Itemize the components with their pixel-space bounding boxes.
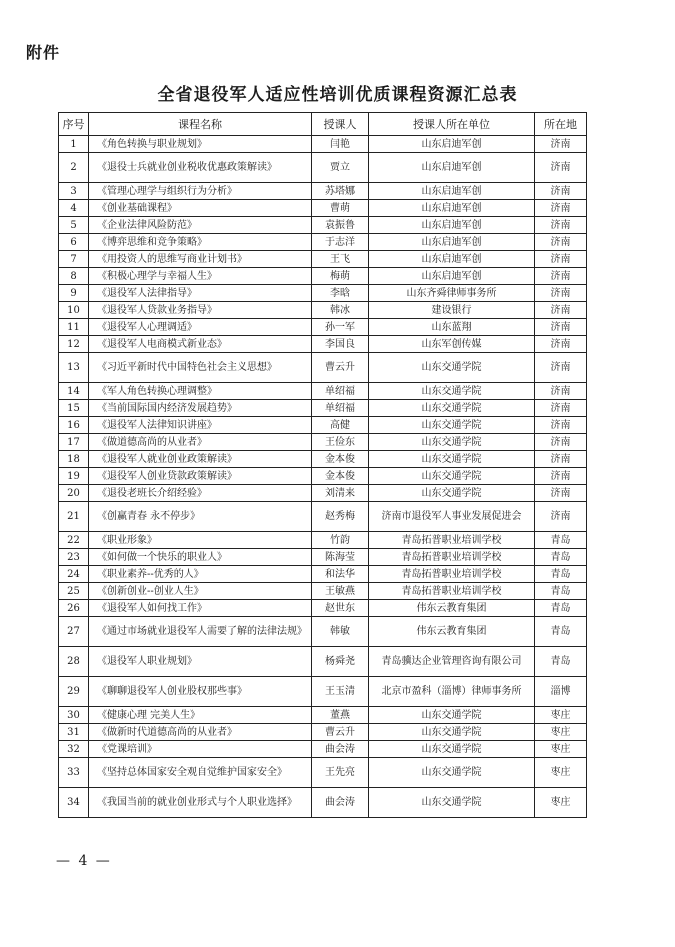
table-row xyxy=(59,617,587,647)
row-number-cell: 9 xyxy=(59,285,89,302)
course-name-cell: 《通过市场就业退役军人需要了解的法律法规》 xyxy=(89,617,312,647)
row-number-cell: 17 xyxy=(59,434,89,451)
table-row xyxy=(59,251,587,268)
teacher-cell: 高健 xyxy=(312,417,369,434)
unit-cell: 山东启迪军创 xyxy=(369,268,535,285)
unit-cell: 山东交通学院 xyxy=(369,485,535,502)
city-cell: 济南 xyxy=(535,434,587,451)
city-cell: 济南 xyxy=(535,468,587,485)
city-cell: 青岛 xyxy=(535,566,587,583)
table-row xyxy=(59,485,587,502)
row-number-cell: 34 xyxy=(59,788,89,818)
city-cell: 青岛 xyxy=(535,583,587,600)
table-row xyxy=(59,724,587,741)
teacher-cell: 王俭东 xyxy=(312,434,369,451)
row-number-cell: 20 xyxy=(59,485,89,502)
course-name-cell: 《用投资人的思维写商业计划书》 xyxy=(89,251,312,268)
course-name-cell: 《退役军人电商模式新业态》 xyxy=(89,336,312,353)
teacher-cell: 赵秀梅 xyxy=(312,502,369,532)
course-name-cell: 《军人角色转换心理调整》 xyxy=(89,383,312,400)
course-name-cell: 《职业素养--优秀的人》 xyxy=(89,566,312,583)
unit-cell: 青岛拓普职业培训学校 xyxy=(369,583,535,600)
course-name-cell: 《习近平新时代中国特色社会主义思想》 xyxy=(89,353,312,383)
table-row xyxy=(59,383,587,400)
row-number-cell: 19 xyxy=(59,468,89,485)
city-cell: 济南 xyxy=(535,400,587,417)
unit-cell: 山东交通学院 xyxy=(369,383,535,400)
row-number-cell: 6 xyxy=(59,234,89,251)
course-name-cell: 《健康心理 完美人生》 xyxy=(89,707,312,724)
unit-cell: 山东启迪军创 xyxy=(369,217,535,234)
table-row xyxy=(59,319,587,336)
row-number-cell: 32 xyxy=(59,741,89,758)
table-row xyxy=(59,200,587,217)
course-name-cell: 《创新创业--创业人生》 xyxy=(89,583,312,600)
city-cell: 济南 xyxy=(535,217,587,234)
row-number-cell: 24 xyxy=(59,566,89,583)
table-row xyxy=(59,451,587,468)
table-row xyxy=(59,532,587,549)
city-cell: 青岛 xyxy=(535,617,587,647)
table-row xyxy=(59,583,587,600)
course-name-cell: 《退役军人法律指导》 xyxy=(89,285,312,302)
unit-cell: 伟东云教育集团 xyxy=(369,600,535,617)
teacher-cell: 李国良 xyxy=(312,336,369,353)
table-row xyxy=(59,302,587,319)
table-row xyxy=(59,234,587,251)
unit-cell: 山东启迪军创 xyxy=(369,251,535,268)
city-cell: 济南 xyxy=(535,336,587,353)
city-cell: 济南 xyxy=(535,502,587,532)
course-table xyxy=(58,112,587,818)
row-number-cell: 2 xyxy=(59,153,89,183)
row-number-cell: 1 xyxy=(59,136,89,153)
unit-cell: 山东启迪军创 xyxy=(369,153,535,183)
document-title: 全省退役军人适应性培训优质课程资源汇总表 xyxy=(157,85,518,105)
row-number-cell: 8 xyxy=(59,268,89,285)
city-cell: 青岛 xyxy=(535,647,587,677)
row-number-cell: 15 xyxy=(59,400,89,417)
unit-cell: 伟东云教育集团 xyxy=(369,617,535,647)
city-cell: 济南 xyxy=(535,319,587,336)
teacher-cell: 王先亮 xyxy=(312,758,369,788)
row-number-cell: 16 xyxy=(59,417,89,434)
course-name-cell: 《我国当前的就业创业形式与个人职业选择》 xyxy=(89,788,312,818)
table-body xyxy=(59,136,587,818)
teacher-cell: 杨舜尧 xyxy=(312,647,369,677)
course-name-cell: 《管理心理学与组织行为分析》 xyxy=(89,183,312,200)
course-name-cell: 《如何做一个快乐的职业人》 xyxy=(89,549,312,566)
teacher-cell: 金本俊 xyxy=(312,468,369,485)
table-row xyxy=(59,417,587,434)
row-number-cell: 12 xyxy=(59,336,89,353)
teacher-cell: 梅萌 xyxy=(312,268,369,285)
teacher-cell: 曲会涛 xyxy=(312,741,369,758)
city-cell: 济南 xyxy=(535,353,587,383)
course-name-cell: 《退役军人职业规划》 xyxy=(89,647,312,677)
row-number-cell: 27 xyxy=(59,617,89,647)
unit-cell: 山东齐舜律师事务所 xyxy=(369,285,535,302)
teacher-cell: 金本俊 xyxy=(312,451,369,468)
teacher-cell: 曹云升 xyxy=(312,724,369,741)
table-row xyxy=(59,788,587,818)
row-number-cell: 22 xyxy=(59,532,89,549)
teacher-cell: 曹云升 xyxy=(312,353,369,383)
teacher-cell: 于志洋 xyxy=(312,234,369,251)
row-number-cell: 23 xyxy=(59,549,89,566)
city-cell: 济南 xyxy=(535,485,587,502)
table-row xyxy=(59,353,587,383)
row-number-cell: 10 xyxy=(59,302,89,319)
attachment-label: 附件 xyxy=(26,43,61,62)
unit-cell: 山东交通学院 xyxy=(369,353,535,383)
course-name-cell: 《创业基础课程》 xyxy=(89,200,312,217)
row-number-cell: 21 xyxy=(59,502,89,532)
unit-cell: 山东启迪军创 xyxy=(369,183,535,200)
row-number-cell: 30 xyxy=(59,707,89,724)
table-row xyxy=(59,502,587,532)
city-cell: 济南 xyxy=(535,302,587,319)
unit-cell: 建设银行 xyxy=(369,302,535,319)
row-number-cell: 28 xyxy=(59,647,89,677)
table-row xyxy=(59,183,587,200)
teacher-cell: 王玉清 xyxy=(312,677,369,707)
unit-cell: 山东交通学院 xyxy=(369,758,535,788)
city-cell: 济南 xyxy=(535,136,587,153)
column-header: 课程名称 xyxy=(89,113,312,136)
unit-cell: 青岛拓普职业培训学校 xyxy=(369,549,535,566)
table-row xyxy=(59,153,587,183)
column-header: 授课人 xyxy=(312,113,369,136)
table-row xyxy=(59,336,587,353)
unit-cell: 山东启迪军创 xyxy=(369,234,535,251)
city-cell: 济南 xyxy=(535,200,587,217)
course-name-cell: 《退役士兵就业创业税收优惠政策解读》 xyxy=(89,153,312,183)
table-row xyxy=(59,468,587,485)
course-name-cell: 《当前国际国内经济发展趋势》 xyxy=(89,400,312,417)
table-row xyxy=(59,268,587,285)
column-header: 授课人所在单位 xyxy=(369,113,535,136)
unit-cell: 山东交通学院 xyxy=(369,434,535,451)
unit-cell: 济南市退役军人事业发展促进会 xyxy=(369,502,535,532)
city-cell: 济南 xyxy=(535,251,587,268)
city-cell: 枣庄 xyxy=(535,741,587,758)
page-number: — 4 — xyxy=(56,853,112,869)
city-cell: 枣庄 xyxy=(535,707,587,724)
course-name-cell: 《积极心理学与幸福人生》 xyxy=(89,268,312,285)
unit-cell: 山东交通学院 xyxy=(369,468,535,485)
course-name-cell: 《退役军人心理调适》 xyxy=(89,319,312,336)
course-name-cell: 《做道德高尚的从业者》 xyxy=(89,434,312,451)
table-row xyxy=(59,758,587,788)
teacher-cell: 董燕 xyxy=(312,707,369,724)
unit-cell: 山东蓝翔 xyxy=(369,319,535,336)
row-number-cell: 7 xyxy=(59,251,89,268)
table-row xyxy=(59,741,587,758)
row-number-cell: 13 xyxy=(59,353,89,383)
city-cell: 青岛 xyxy=(535,549,587,566)
course-name-cell: 《退役军人如何找工作》 xyxy=(89,600,312,617)
course-name-cell: 《角色转换与职业规划》 xyxy=(89,136,312,153)
city-cell: 枣庄 xyxy=(535,758,587,788)
row-number-cell: 29 xyxy=(59,677,89,707)
unit-cell: 山东交通学院 xyxy=(369,707,535,724)
table-row xyxy=(59,285,587,302)
course-name-cell: 《博弈思维和竞争策略》 xyxy=(89,234,312,251)
course-name-cell: 《退役军人法律知识讲座》 xyxy=(89,417,312,434)
unit-cell: 山东交通学院 xyxy=(369,788,535,818)
city-cell: 青岛 xyxy=(535,600,587,617)
unit-cell: 山东启迪军创 xyxy=(369,136,535,153)
city-cell: 济南 xyxy=(535,268,587,285)
city-cell: 淄博 xyxy=(535,677,587,707)
row-number-cell: 4 xyxy=(59,200,89,217)
city-cell: 青岛 xyxy=(535,532,587,549)
teacher-cell: 闫艳 xyxy=(312,136,369,153)
table-row xyxy=(59,647,587,677)
column-header: 序号 xyxy=(59,113,89,136)
city-cell: 济南 xyxy=(535,383,587,400)
row-number-cell: 11 xyxy=(59,319,89,336)
table-row xyxy=(59,549,587,566)
city-cell: 济南 xyxy=(535,234,587,251)
unit-cell: 山东交通学院 xyxy=(369,724,535,741)
unit-cell: 青岛拓普职业培训学校 xyxy=(369,532,535,549)
teacher-cell: 韩敏 xyxy=(312,617,369,647)
teacher-cell: 竹韵 xyxy=(312,532,369,549)
course-name-cell: 《聊聊退役军人创业股权那些事》 xyxy=(89,677,312,707)
teacher-cell: 曹萌 xyxy=(312,200,369,217)
unit-cell: 山东交通学院 xyxy=(369,741,535,758)
city-cell: 济南 xyxy=(535,451,587,468)
table-row xyxy=(59,600,587,617)
row-number-cell: 33 xyxy=(59,758,89,788)
table-row xyxy=(59,217,587,234)
teacher-cell: 苏塔娜 xyxy=(312,183,369,200)
row-number-cell: 25 xyxy=(59,583,89,600)
course-name-cell: 《退役老班长介绍经验》 xyxy=(89,485,312,502)
table-row xyxy=(59,566,587,583)
table-header-row xyxy=(59,113,587,136)
table-row xyxy=(59,677,587,707)
row-number-cell: 5 xyxy=(59,217,89,234)
unit-cell: 青岛拓普职业培训学校 xyxy=(369,566,535,583)
course-name-cell: 《职业形象》 xyxy=(89,532,312,549)
table-row xyxy=(59,707,587,724)
teacher-cell: 袁振鲁 xyxy=(312,217,369,234)
course-name-cell: 《退役军人就业创业政策解读》 xyxy=(89,451,312,468)
table-row xyxy=(59,400,587,417)
unit-cell: 山东交通学院 xyxy=(369,400,535,417)
teacher-cell: 贾立 xyxy=(312,153,369,183)
row-number-cell: 3 xyxy=(59,183,89,200)
teacher-cell: 韩冰 xyxy=(312,302,369,319)
row-number-cell: 26 xyxy=(59,600,89,617)
teacher-cell: 孙一军 xyxy=(312,319,369,336)
teacher-cell: 和法华 xyxy=(312,566,369,583)
unit-cell: 山东军创传媒 xyxy=(369,336,535,353)
city-cell: 济南 xyxy=(535,183,587,200)
teacher-cell: 陈海莹 xyxy=(312,549,369,566)
city-cell: 枣庄 xyxy=(535,724,587,741)
teacher-cell: 单绍福 xyxy=(312,383,369,400)
unit-cell: 青岛骥达企业管理咨询有限公司 xyxy=(369,647,535,677)
row-number-cell: 31 xyxy=(59,724,89,741)
column-header: 所在地 xyxy=(535,113,587,136)
teacher-cell: 王敏燕 xyxy=(312,583,369,600)
city-cell: 济南 xyxy=(535,417,587,434)
course-name-cell: 《创赢青春 永不停步》 xyxy=(89,502,312,532)
unit-cell: 山东交通学院 xyxy=(369,417,535,434)
course-name-cell: 《坚持总体国家安全观自觉维护国家安全》 xyxy=(89,758,312,788)
row-number-cell: 18 xyxy=(59,451,89,468)
course-name-cell: 《党课培训》 xyxy=(89,741,312,758)
teacher-cell: 李晗 xyxy=(312,285,369,302)
row-number-cell: 14 xyxy=(59,383,89,400)
city-cell: 济南 xyxy=(535,285,587,302)
course-name-cell: 《退役军人贷款业务指导》 xyxy=(89,302,312,319)
teacher-cell: 刘清来 xyxy=(312,485,369,502)
teacher-cell: 赵世东 xyxy=(312,600,369,617)
city-cell: 枣庄 xyxy=(535,788,587,818)
course-name-cell: 《企业法律风险防范》 xyxy=(89,217,312,234)
city-cell: 济南 xyxy=(535,153,587,183)
unit-cell: 北京市盈科（淄博）律师事务所 xyxy=(369,677,535,707)
unit-cell: 山东交通学院 xyxy=(369,451,535,468)
course-name-cell: 《做新时代道德高尚的从业者》 xyxy=(89,724,312,741)
teacher-cell: 单绍福 xyxy=(312,400,369,417)
course-name-cell: 《退役军人创业贷款政策解读》 xyxy=(89,468,312,485)
teacher-cell: 王飞 xyxy=(312,251,369,268)
table-row xyxy=(59,136,587,153)
teacher-cell: 曲会涛 xyxy=(312,788,369,818)
table-row xyxy=(59,434,587,451)
unit-cell: 山东启迪军创 xyxy=(369,200,535,217)
